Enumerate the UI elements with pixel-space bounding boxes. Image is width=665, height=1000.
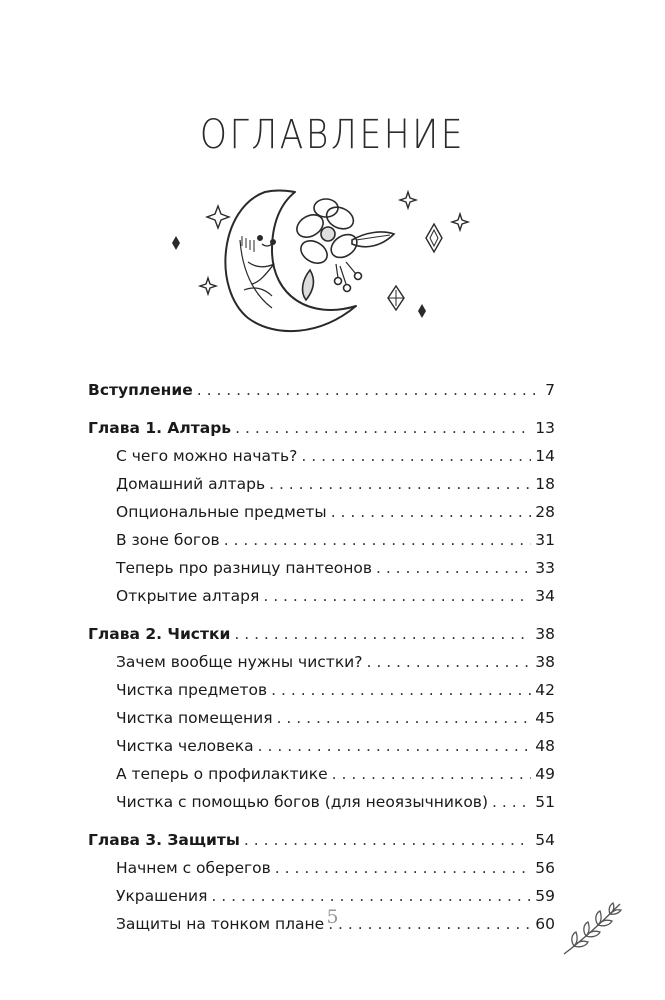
toc-chapter-page: 13 (535, 419, 555, 437)
dot-leader (271, 676, 531, 704)
dot-leader (492, 788, 531, 816)
toc-chapter-1[interactable] (88, 414, 555, 442)
dot-leader (263, 582, 531, 610)
toc-entry-page: 60 (535, 915, 555, 933)
toc-entry-label: Домашний алтарь (116, 475, 266, 493)
toc-entry[interactable] (88, 582, 555, 610)
toc-entry-label: Открытие алтаря (116, 587, 260, 605)
toc-entry-page: 49 (535, 765, 555, 783)
toc-entry[interactable] (88, 788, 555, 816)
dot-leader (269, 470, 531, 498)
dot-leader (277, 704, 532, 732)
toc-entry-label: А теперь о профилактике (116, 765, 328, 783)
toc-entry-label: Зачем вообще нужны чистки? (116, 653, 363, 671)
dot-leader (367, 648, 532, 676)
dot-leader (332, 760, 532, 788)
dot-leader (258, 732, 532, 760)
toc-entry-label: Чистка с помощью богов (для неоязычников) (116, 793, 488, 811)
toc-entry-label: Украшения (116, 887, 208, 905)
toc-entry[interactable] (88, 554, 555, 582)
toc-entry[interactable] (88, 648, 555, 676)
toc-entry[interactable] (88, 704, 555, 732)
toc-entry[interactable] (88, 526, 555, 554)
toc-chapter-page: 54 (535, 831, 555, 849)
toc-entry-label: Чистка помещения (116, 709, 273, 727)
toc-entry-page: 45 (535, 709, 555, 727)
toc-entry[interactable] (88, 676, 555, 704)
toc-entry-page: 31 (535, 531, 555, 549)
dot-leader (331, 498, 532, 526)
toc-entry-page: 33 (535, 559, 555, 577)
moon-flower-illustration (160, 178, 490, 338)
dot-leader (376, 554, 531, 582)
toc-entry-page: 14 (535, 447, 555, 465)
toc-entry-label: Вступление (88, 381, 193, 399)
toc-entry-page: 56 (535, 859, 555, 877)
toc-entry-page: 51 (535, 793, 555, 811)
leaf-sprig-icon (560, 898, 630, 958)
toc-chapter-page: 38 (535, 625, 555, 643)
toc-entry-page: 34 (535, 587, 555, 605)
diamond-icon (172, 236, 426, 318)
toc-entry[interactable] (88, 498, 555, 526)
toc-entry-label: Защиты на тонком плане (116, 915, 325, 933)
toc-entry-page: 7 (545, 381, 555, 399)
toc-entry[interactable] (88, 760, 555, 788)
toc-chapter-label: Глава 2. Чистки (88, 625, 231, 643)
dot-leader (234, 620, 531, 648)
toc-intro[interactable] (88, 376, 555, 404)
page-title: ОГЛАВЛЕНИЕ (199, 112, 466, 158)
toc-entry-page: 59 (535, 887, 555, 905)
toc-entry-label: Чистка человека (116, 737, 254, 755)
dot-leader (197, 376, 535, 404)
toc-entry-page: 38 (535, 653, 555, 671)
toc-entry[interactable] (88, 442, 555, 470)
page-number: 5 (326, 906, 339, 928)
dot-leader (224, 526, 532, 554)
toc-entry-label: Опциональные предметы (116, 503, 327, 521)
toc-chapter-label: Глава 3. Защиты (88, 831, 240, 849)
toc-entry-label: Начнем с оберегов (116, 859, 271, 877)
toc-entry-label: Теперь про разницу пантеонов (116, 559, 372, 577)
toc-entry-page: 48 (535, 737, 555, 755)
toc-entry[interactable] (88, 732, 555, 760)
toc-entry-page: 28 (535, 503, 555, 521)
dot-leader (235, 414, 531, 442)
toc-entry-page: 42 (535, 681, 555, 699)
toc-entry-label: Чистка предметов (116, 681, 268, 699)
toc-entry[interactable] (88, 854, 555, 882)
toc-entry-label: С чего можно начать? (116, 447, 298, 465)
dot-leader (275, 854, 532, 882)
toc-entry-page: 18 (535, 475, 555, 493)
toc-entry-label: В зоне богов (116, 531, 220, 549)
toc-chapter-2[interactable] (88, 620, 555, 648)
toc-entry[interactable] (88, 470, 555, 498)
toc-chapter-label: Глава 1. Алтарь (88, 419, 232, 437)
flower-icon (293, 199, 394, 300)
toc-chapter-3[interactable] (88, 826, 555, 854)
dot-leader (244, 826, 531, 854)
table-of-contents (88, 376, 555, 938)
dot-leader (301, 442, 531, 470)
